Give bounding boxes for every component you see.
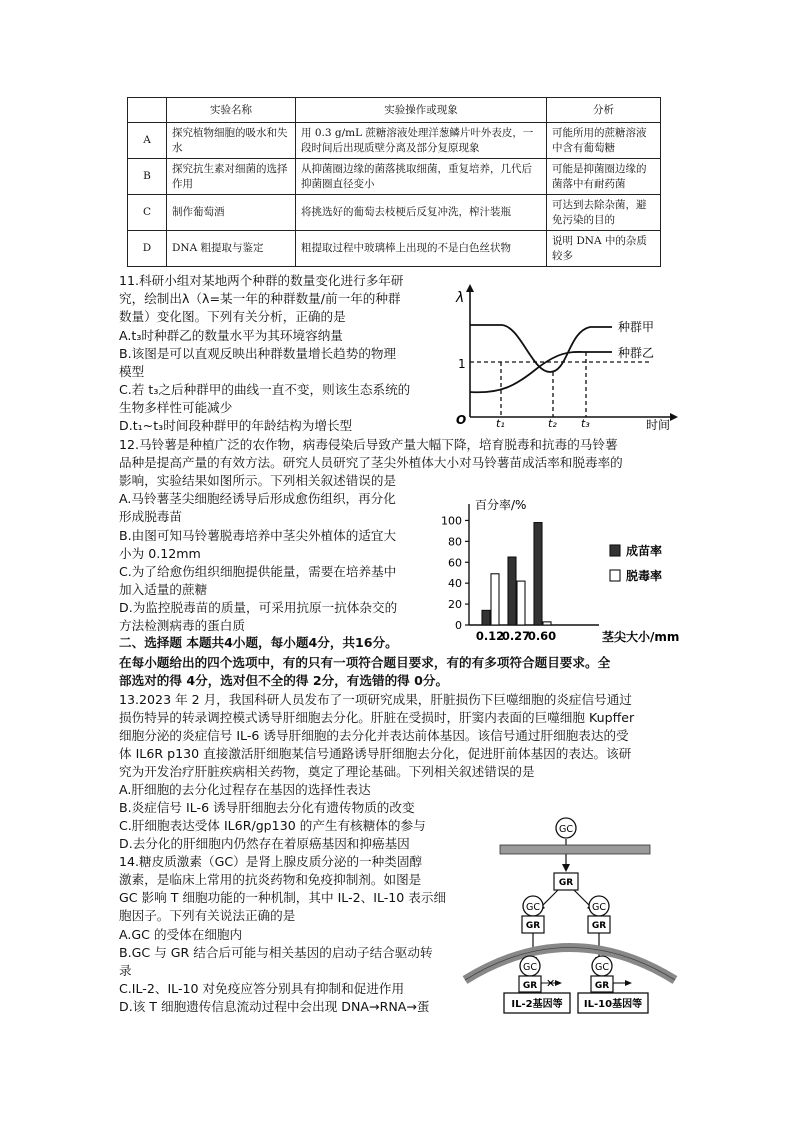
inhibit-cross-icon: ✕ — [546, 977, 556, 990]
gr-label: GR — [558, 878, 574, 888]
x-tick-label: 0.27 — [501, 629, 531, 643]
row-label: B — [128, 159, 167, 195]
section-2-instructions: 在每小题给出的四个选项中，有的只有一项符合题目要求，有的有多项符合题目要求。全 — [119, 655, 611, 670]
legend-swatch — [610, 545, 620, 556]
experiment-operation: 粗提取过程中玻璃棒上出现的不是白色丝状物 — [296, 231, 547, 267]
table-header-cell: 分析 — [547, 98, 661, 123]
q12-option-a-cont: 形成脱毒苗 — [119, 509, 182, 524]
bar-脱毒率 — [517, 581, 525, 625]
bar-成苗率 — [534, 523, 542, 625]
table-header-cell: 实验名称 — [167, 98, 296, 123]
q11-option-c: C.若 t₃之后种群甲的曲线一直不变，则该生态系统的 — [119, 382, 411, 397]
experiment-table — [127, 97, 661, 267]
q14-stem-line: 激素，是临床上常用的抗炎药物和免疫抑制剂。如图是 — [119, 872, 422, 887]
q14-option-c: C.IL-2、IL-10 对免疫应答分别具有抑制和促进作用 — [119, 981, 405, 996]
section-2-heading: 二、选择题 本题共4小题，每小题4分，共16分。 — [119, 635, 398, 650]
y-axis-arrow — [466, 284, 474, 292]
arrow-head — [625, 980, 632, 986]
table-header-cell: 实验操作或现象 — [296, 98, 547, 123]
gr-label: GR — [591, 921, 607, 931]
q12-option-a: A.马铃薯茎尖细胞经诱导后形成愈伤组织，再分化 — [119, 491, 396, 506]
row-label: A — [128, 123, 167, 159]
q12-option-c-cont: 加入适量的蔗糖 — [119, 582, 208, 597]
gc-label: GC — [559, 824, 573, 835]
experiment-name: DNA 粗提取与鉴定 — [167, 231, 296, 267]
y-tick-label: 40 — [448, 577, 462, 591]
x-tick-label: 0.60 — [527, 629, 557, 643]
q13-option-a: A.肝细胞的去分化过程存在基因的选择性表达 — [119, 782, 371, 797]
y-axis-label: λ — [456, 290, 465, 306]
q14-option-b: B.GC 与 GR 结合后可能与相关基因的启动子结合驱动转 — [119, 945, 433, 960]
origin-label: O — [456, 413, 467, 427]
q11-option-a: A.t₃时种群乙的数量水平为其环境容纳量 — [119, 328, 343, 343]
table-row — [128, 195, 661, 231]
gr-label: GR — [525, 921, 541, 931]
experiment-analysis: 可能所用的蔗糖溶液中含有葡萄糖 — [547, 123, 661, 159]
q13-stem-line: 细胞分泌的炎症信号 IL-6 诱导肝细胞的去分化并表达前体基因。该信号通过肝细胞表达的受 — [119, 728, 629, 743]
gr-label: GR — [522, 981, 538, 991]
arrow-head — [562, 864, 570, 872]
table-header-row — [128, 98, 661, 123]
q14-stem-line: 14.糖皮质激素（GC）是肾上腺皮质分泌的一种类固醇 — [119, 854, 423, 869]
table-row — [128, 159, 661, 195]
bar-脱毒率 — [491, 574, 499, 625]
q11-stem-line: 数量）变化图。下列有关分析，正确的是 — [119, 309, 346, 324]
bar-脱毒率 — [543, 622, 551, 625]
arrow-head — [555, 980, 562, 986]
experiment-operation: 将挑选好的葡萄去枝梗后反复冲洗，榨汁装瓶 — [296, 195, 547, 231]
cell-membrane — [500, 845, 650, 854]
legend-label: 成苗率 — [626, 544, 663, 558]
x-tick-label: 0.12 — [475, 629, 505, 643]
y-tick-label: 80 — [448, 535, 462, 549]
q13-option-d: D.去分化的肝细胞内仍然存在着原癌基因和抑癌基因 — [119, 836, 410, 851]
lambda-one-label: 1 — [458, 357, 466, 371]
bar-成苗率 — [482, 610, 490, 625]
q11-stem-line: 11.科研小组对某地两个种群的数量变化进行多年研 — [119, 273, 404, 288]
nuclear-envelope-edge — [465, 948, 675, 981]
q14-option-a: A.GC 的受体在细胞内 — [119, 927, 243, 942]
gc-label: GC — [526, 902, 540, 913]
chart-title: 百分率/% — [475, 498, 527, 512]
row-label: D — [128, 231, 167, 267]
gc-mechanism-diagram — [460, 815, 680, 1025]
gr-label: GR — [594, 981, 610, 991]
experiment-analysis: 可达到去除杂菌，避免污染的目的 — [547, 195, 661, 231]
il10-gene-label: IL-10基因等 — [583, 999, 643, 1010]
experiment-operation: 从抑菌圈边缘的菌落挑取细菌，重复培养，几代后抑菌圈直径变小 — [296, 159, 547, 195]
curve-species-b — [470, 352, 612, 392]
tick-t1: t₁ — [496, 417, 505, 430]
q14-option-b-cont: 录 — [119, 963, 132, 978]
q11-option-c-cont: 生物多样性可能减少 — [119, 400, 233, 415]
q14-option-d: D.该 T 细胞遗传信息流动过程中会出现 DNA→RNA→蛋 — [119, 999, 430, 1014]
section-2-instructions-cont: 部选对的得 4分，选对但不全的得 2分，有选错的得 0分。 — [119, 673, 449, 688]
il2-gene-label: IL-2基因等 — [511, 999, 563, 1010]
q11-option-d: D.t₁~t₃时间段种群甲的年龄结构为增长型 — [119, 418, 353, 433]
q13-option-b: B.炎症信号 IL-6 诱导肝细胞去分化有遗传物质的改变 — [119, 800, 415, 815]
x-axis-label: 时间 — [646, 418, 671, 432]
q12-option-b-cont: 小为 0.12mm — [119, 546, 201, 561]
q13-stem-line: 体 IL6R p130 直接激活肝细胞某信号通路诱导肝细胞去分化，促进肝前体基因的表达。该研 — [119, 746, 632, 761]
bar-chart — [434, 493, 720, 643]
q13-stem-line: 究为开发治疗肝脏疾病相关药物，奠定了理论基础。下列相关叙述错误的是 — [119, 764, 535, 779]
q11-option-b-cont: 模型 — [119, 364, 145, 379]
q11-option-b: B.该图是可以直观反映出种群数量增长趋势的物理 — [119, 346, 397, 361]
table-header-cell — [128, 98, 167, 123]
experiment-name: 探究植物细胞的吸水和失水 — [167, 123, 296, 159]
experiment-name: 探究抗生素对细菌的选择作用 — [167, 159, 296, 195]
y-tick-label: 100 — [441, 514, 462, 528]
q13-option-c: C.肝细胞表达受体 IL6R/gp130 的产生有核糖体的参与 — [119, 818, 426, 833]
q12-option-d-cont: 方法检测病毒的蛋白质 — [119, 618, 245, 633]
experiment-analysis: 说明 DNA 中的杂质较多 — [547, 231, 661, 267]
x-axis-label: 茎尖大小/mm — [602, 630, 680, 643]
q12-stem-line: 影响，实验结果如图所示。下列相关叙述错误的是 — [119, 473, 397, 488]
y-tick-label: 20 — [448, 598, 462, 612]
y-tick-label: 60 — [448, 556, 462, 570]
experiment-analysis: 可能是抑菌圈边缘的菌落中有耐药菌 — [547, 159, 661, 195]
legend-species-b: 种群乙 — [618, 346, 655, 360]
row-label: C — [128, 195, 167, 231]
q14-stem-line: GC 影响 T 细胞功能的一种机制，其中 IL-2、IL-10 表示细 — [119, 890, 447, 905]
q12-option-b: B.由图可知马铃薯脱毒培养中茎尖外植体的适宜大 — [119, 528, 397, 543]
q12-stem-line: 12.马铃薯是种植广泛的农作物，病毒侵染后导致产量大幅下降，培育脱毒和抗毒的马铃薯 — [119, 437, 618, 452]
q12-option-d: D.为监控脱毒苗的质量，可采用抗原一抗体杂交的 — [119, 600, 398, 615]
bar-成苗率 — [508, 557, 516, 625]
legend-swatch — [610, 570, 620, 581]
gc-label: GC — [592, 902, 606, 913]
tick-t3: t₃ — [581, 417, 590, 430]
experiment-name: 制作葡萄酒 — [167, 195, 296, 231]
y-tick-label: 0 — [455, 619, 462, 632]
q12-option-c: C.为了给愈伤组织细胞提供能量，需要在培养基中 — [119, 564, 397, 579]
experiment-operation: 用 0.3 g/mL 蔗糖溶液处理洋葱鳞片叶外表皮，一段时间后出现质壁分离及部分复原现象 — [296, 123, 547, 159]
q12-stem-line: 品种是提高产量的有效方法。研究人员研究了茎尖外植体大小对马铃薯苗成活率和脱毒率的 — [119, 455, 623, 470]
legend-label: 脱毒率 — [626, 569, 663, 583]
gc-label: GC — [595, 962, 609, 973]
table-row — [128, 231, 661, 267]
legend-species-a: 种群甲 — [618, 320, 655, 334]
gc-label: GC — [523, 962, 537, 973]
q11-stem-line: 究，绘制出λ（λ=某一年的种群数量/前一年的种群 — [119, 291, 401, 306]
q13-stem-line: 损伤特异的转录调控模式诱导肝细胞去分化。肝脏在受损时，肝窦内表面的巨噬细胞 Kupffer — [119, 710, 635, 725]
q14-stem-line: 胞因子。下列有关说法正确的是 — [119, 908, 296, 923]
x-axis-arrow — [670, 413, 678, 421]
table-row — [128, 123, 661, 159]
tick-t2: t₂ — [548, 417, 557, 430]
q13-stem-line: 13.2023 年 2 月，我国科研人员发布了一项研究成果，肝脏损伤下巨噬细胞的炎症信号通过 — [119, 692, 632, 707]
lambda-graph — [450, 282, 690, 432]
